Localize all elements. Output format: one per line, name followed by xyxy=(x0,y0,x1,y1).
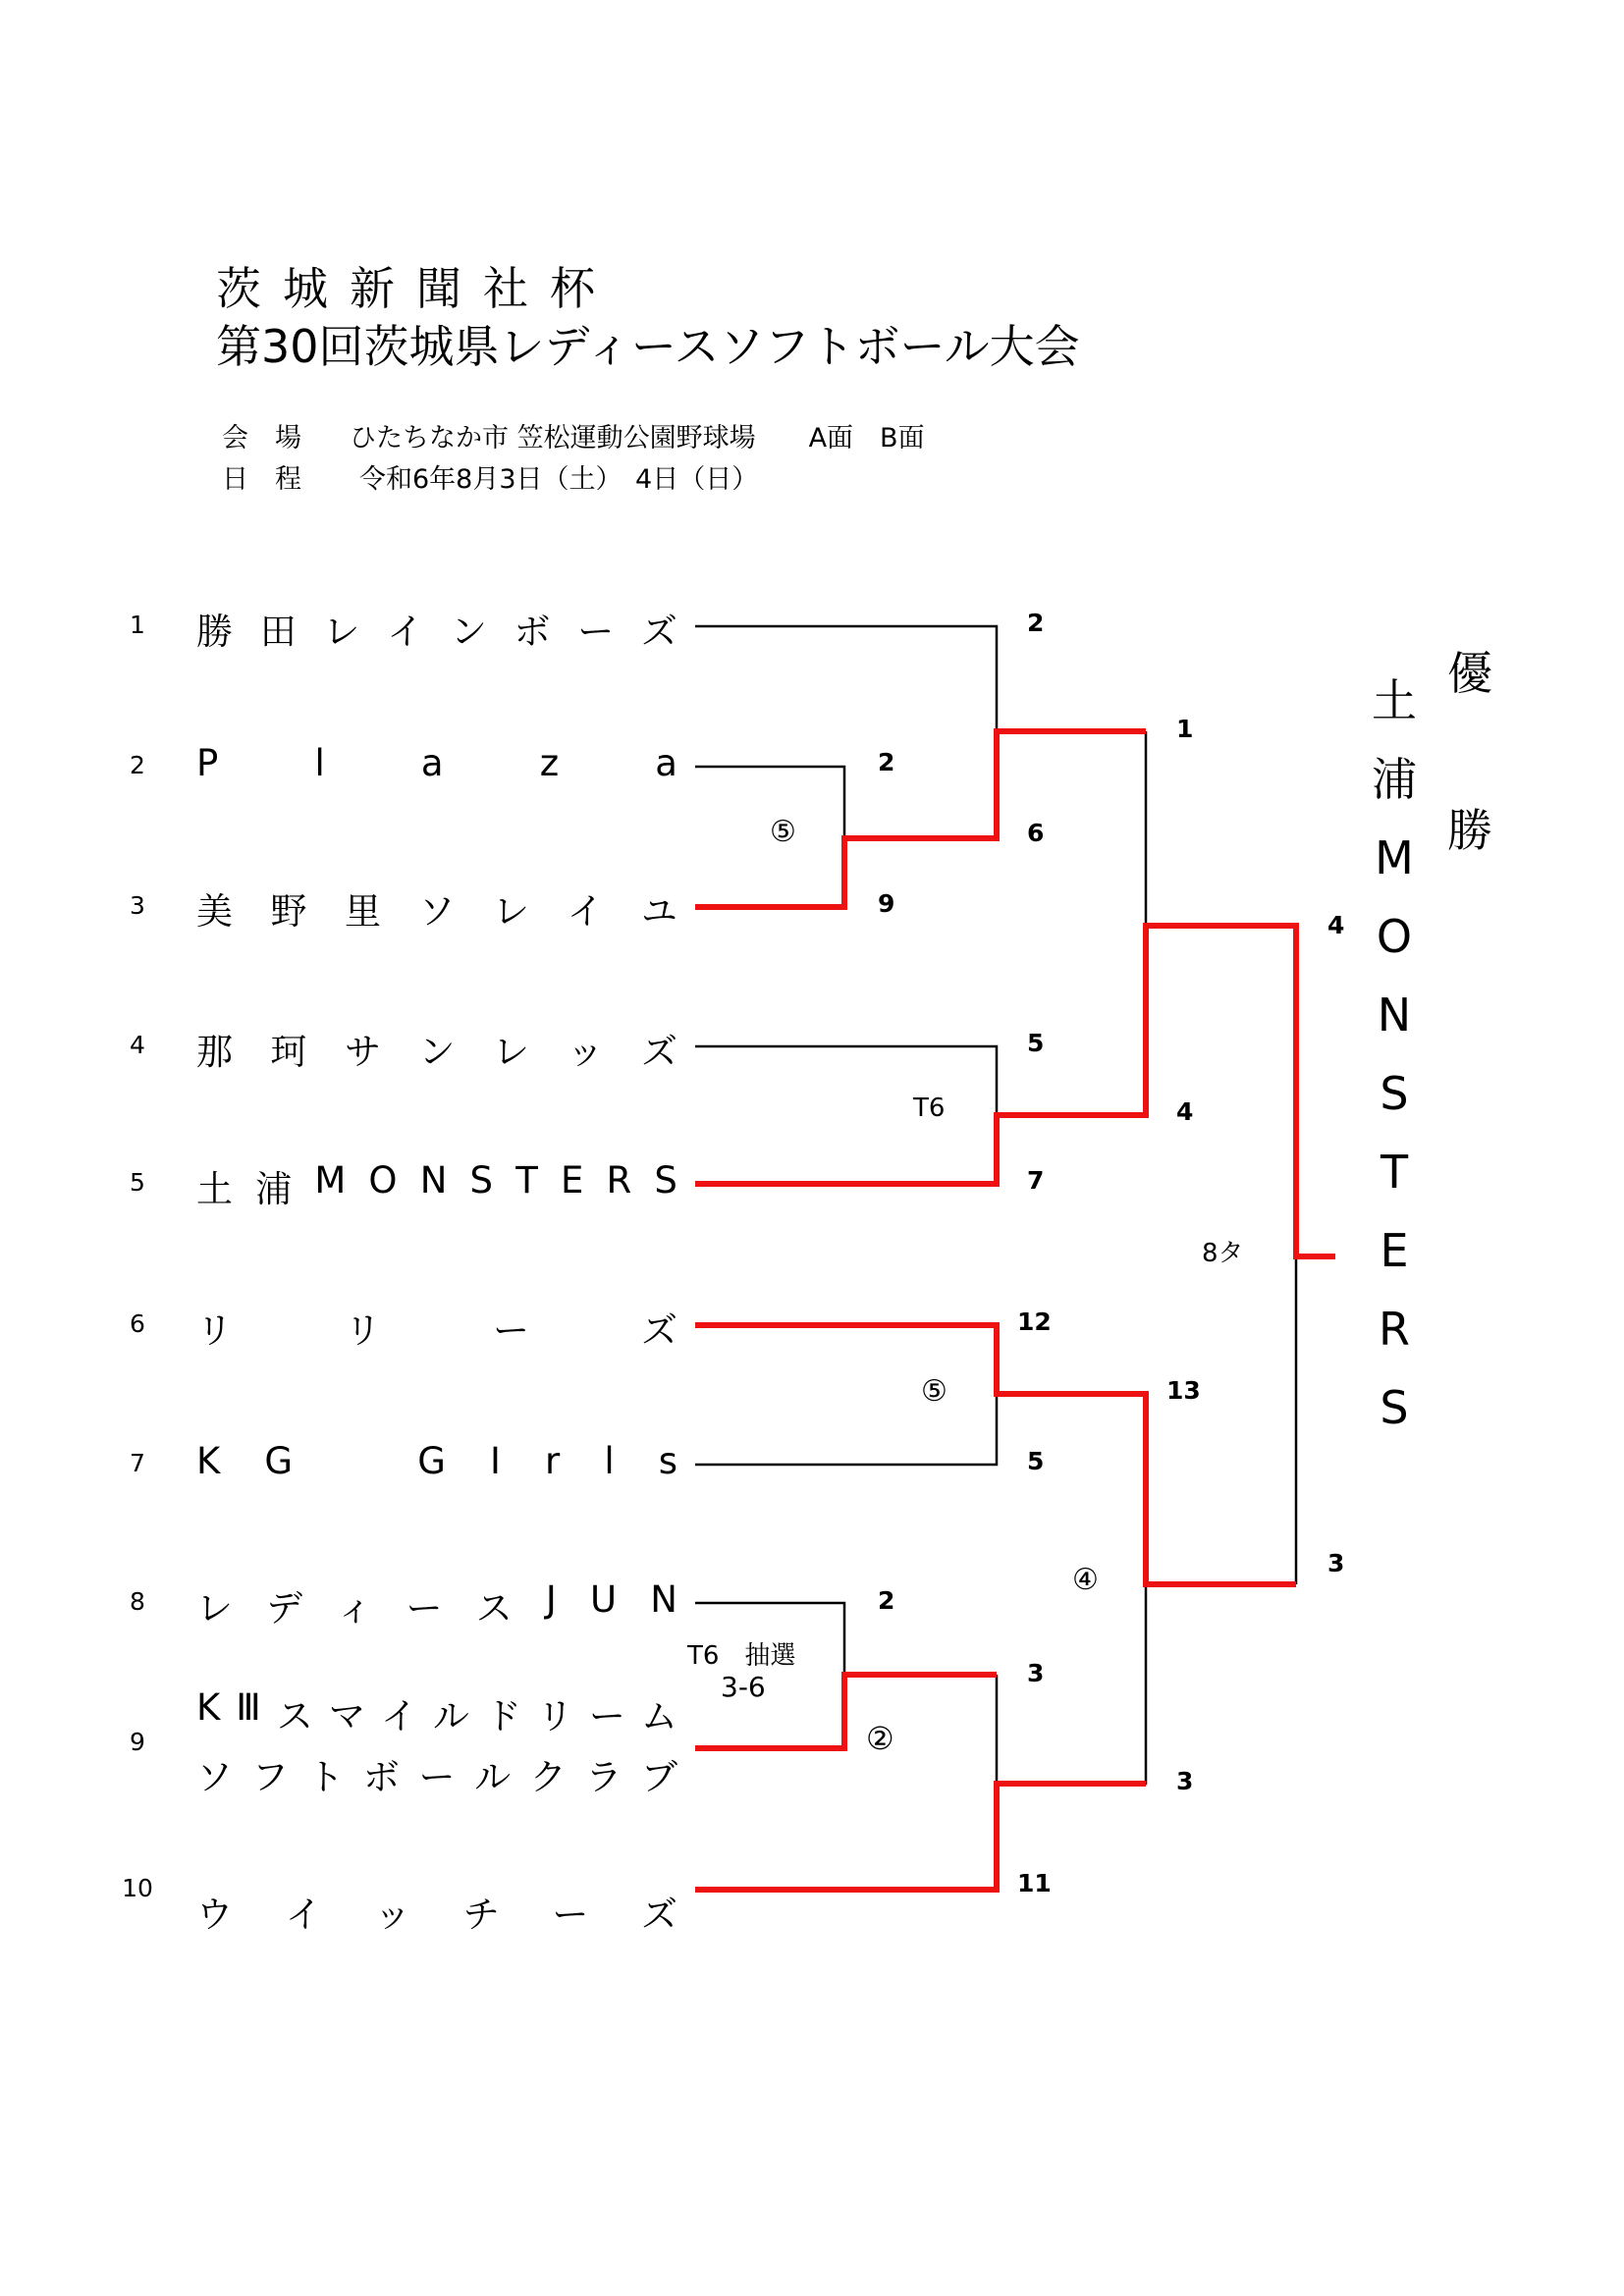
champion-label-bottom: 勝 xyxy=(1447,804,1492,857)
score-r1-team-2: 2 xyxy=(878,748,895,776)
team-name-char xyxy=(337,1440,373,1493)
team-name-char: ム xyxy=(640,1695,677,1737)
venue-label: 会 場 xyxy=(222,423,301,454)
seed-10: 10 xyxy=(122,1874,153,1902)
seed-2: 2 xyxy=(130,751,145,779)
team-name-char: マ xyxy=(328,1695,365,1737)
team-name-char: ー xyxy=(406,1587,443,1629)
seed-1: 1 xyxy=(130,611,145,639)
team-name-char: ソ xyxy=(196,1756,233,1798)
team-name-char: N xyxy=(419,1159,448,1201)
team-name-char: 勝 xyxy=(196,611,233,653)
team-name-char: 土 xyxy=(196,1168,233,1210)
score-final-bottom: 3 xyxy=(1327,1549,1345,1577)
team-name-4 xyxy=(196,1022,677,1075)
score-final-top: 4 xyxy=(1327,911,1345,939)
team-name-char: K xyxy=(196,1686,221,1729)
team-name-char: K xyxy=(196,1440,221,1482)
game-number-67: ⑤ xyxy=(921,1374,947,1409)
team-name-char: 野 xyxy=(270,890,307,933)
team-name-9-line1 xyxy=(196,1686,677,1739)
title-line-1: 茨城新聞社杯 xyxy=(216,262,617,315)
team-name-char: z xyxy=(539,742,560,784)
seed-6: 6 xyxy=(130,1309,145,1338)
team-name-char: ウ xyxy=(196,1894,233,1936)
seed-3: 3 xyxy=(130,891,145,920)
team-name-char: G xyxy=(264,1440,294,1482)
team-name-7 xyxy=(196,1440,677,1493)
score-r2-team-6: 12 xyxy=(1017,1308,1052,1336)
game-note-89: T6 抽選 xyxy=(687,1641,796,1671)
champion-char: 浦 xyxy=(1372,753,1417,806)
team-name-char: ボ xyxy=(362,1756,400,1798)
win-line-team-3 xyxy=(695,731,1146,907)
date-value: 令和6年8月3日（土） 4日（日） xyxy=(359,464,759,495)
team-name-char: ー xyxy=(552,1894,589,1936)
team-name-char: ト xyxy=(307,1756,345,1798)
champion-char: E xyxy=(1380,1224,1409,1277)
champion-label-top: 優 xyxy=(1447,647,1492,700)
team-name-char: s xyxy=(658,1440,677,1482)
team-name-char: イ xyxy=(285,1894,322,1936)
game-number-r1-top: ⑤ xyxy=(770,815,796,849)
team-name-char: P xyxy=(196,742,219,784)
score-r2-team-23: 6 xyxy=(1027,819,1045,847)
team-name-char: ユ xyxy=(641,890,677,933)
venue-value: ひたちなか市 笠松運動公園野球場 A面 B面 xyxy=(350,423,925,454)
champion-char: 土 xyxy=(1372,674,1417,727)
seed-9: 9 xyxy=(130,1728,145,1756)
team-name-char: ズ xyxy=(640,1894,677,1936)
date-label: 日 程 xyxy=(222,464,301,495)
team-name-char: ブ xyxy=(641,1756,677,1798)
game-number-sf-bottom: ④ xyxy=(1072,1563,1099,1597)
score-r2-team-7: 5 xyxy=(1027,1447,1045,1475)
team-name-5 xyxy=(196,1159,677,1212)
team-name-char: T xyxy=(515,1159,538,1201)
score-sf-bottom-b: 3 xyxy=(1176,1767,1194,1795)
team-name-char: ィ xyxy=(336,1587,373,1629)
team-name-char: チ xyxy=(462,1894,500,1936)
game-note-45: T6 xyxy=(913,1094,946,1123)
team-name-char: N xyxy=(650,1578,677,1621)
champion-char: S xyxy=(1380,1067,1409,1120)
line-sf-bottom-b xyxy=(997,1394,1146,1784)
team-name-char: ル xyxy=(432,1695,469,1737)
title-line-2: 第30回茨城県レディースソフトボール大会 xyxy=(216,320,1080,373)
champion-char: N xyxy=(1377,988,1412,1041)
team-name-char: レ xyxy=(196,1587,233,1629)
score-r1-team-8: 2 xyxy=(878,1586,895,1615)
team-name-char: レ xyxy=(323,611,360,653)
score-sf-top-b: 4 xyxy=(1176,1097,1194,1126)
team-name-char: イ xyxy=(387,611,424,653)
team-name-char: J xyxy=(545,1578,557,1621)
team-name-6 xyxy=(196,1301,677,1354)
team-name-char: ス xyxy=(475,1587,513,1629)
team-name-char: ー xyxy=(577,611,615,653)
champion-team-name xyxy=(1365,662,1424,1447)
team-name-char: ド xyxy=(484,1695,521,1737)
score-r2-team-5: 7 xyxy=(1027,1166,1045,1195)
win-line-team-5 xyxy=(695,926,1335,1256)
team-name-char: a xyxy=(655,742,677,784)
team-name-char: 那 xyxy=(196,1031,233,1073)
score-r2-team-4: 5 xyxy=(1027,1029,1045,1057)
team-name-char: ー xyxy=(493,1309,529,1352)
team-name-char: ン xyxy=(418,1031,456,1073)
team-name-char: Ⅲ xyxy=(236,1686,261,1729)
team-name-char: R xyxy=(606,1159,632,1201)
seed-5: 5 xyxy=(130,1168,145,1197)
team-name-char: a xyxy=(420,742,444,784)
team-name-char: l xyxy=(604,1440,615,1482)
team-name-char: M xyxy=(314,1159,347,1201)
team-name-char: ズ xyxy=(641,1031,677,1073)
score-r2-team-1: 2 xyxy=(1027,609,1045,637)
team-name-char: リ xyxy=(345,1309,381,1352)
team-name-char: イ xyxy=(567,890,604,933)
team-name-char: ズ xyxy=(640,611,677,653)
team-name-char: イ xyxy=(380,1695,417,1737)
champion-char: S xyxy=(1380,1381,1409,1434)
team-name-char: 浦 xyxy=(255,1168,293,1210)
line-team-4 xyxy=(695,1046,997,1115)
team-name-char: S xyxy=(654,1159,677,1201)
team-name-char: レ xyxy=(493,890,529,933)
team-name-char: E xyxy=(560,1159,584,1201)
champion-char: M xyxy=(1375,831,1414,884)
score-sf-bottom-a: 13 xyxy=(1166,1376,1201,1405)
score-r2-team-10: 11 xyxy=(1017,1869,1052,1897)
team-name-char: ズ xyxy=(641,1309,677,1352)
seed-7: 7 xyxy=(130,1449,145,1477)
team-name-char: リ xyxy=(196,1309,233,1352)
team-name-char: ボ xyxy=(514,611,551,653)
score-sf-top-a: 1 xyxy=(1176,715,1194,743)
team-name-10 xyxy=(196,1885,677,1938)
champion-char: T xyxy=(1380,1146,1409,1199)
team-name-9-line2 xyxy=(196,1747,677,1800)
team-name-char: フ xyxy=(251,1756,289,1798)
team-name-3 xyxy=(196,881,677,934)
team-name-char: U xyxy=(589,1578,618,1621)
game-number-89: ② xyxy=(866,1720,894,1757)
score-r1-team-3: 9 xyxy=(878,889,895,918)
team-name-char: l xyxy=(314,742,325,784)
team-name-char: サ xyxy=(345,1031,381,1073)
team-name-char: O xyxy=(368,1159,398,1201)
seed-4: 4 xyxy=(130,1031,145,1059)
team-name-char: ー xyxy=(418,1756,456,1798)
score-r2-team-89: 3 xyxy=(1027,1659,1045,1687)
line-team-1 xyxy=(695,626,997,731)
team-name-1 xyxy=(196,602,677,655)
champion-char: R xyxy=(1379,1303,1410,1356)
champion-char: O xyxy=(1376,910,1413,963)
team-name-char: ン xyxy=(450,611,487,653)
team-name-char: レ xyxy=(493,1031,529,1073)
team-name-char: 里 xyxy=(345,890,381,933)
team-name-char: ッ xyxy=(567,1031,604,1073)
team-name-char: 田 xyxy=(259,611,297,653)
team-name-char: S xyxy=(469,1159,494,1201)
team-name-2 xyxy=(196,742,677,784)
team-name-char: 珂 xyxy=(270,1031,307,1073)
team-name-char: ソ xyxy=(418,890,456,933)
team-name-char: ー xyxy=(588,1695,625,1737)
team-name-char: ラ xyxy=(585,1756,623,1798)
team-name-char: ル xyxy=(474,1756,512,1798)
team-name-8 xyxy=(196,1578,677,1631)
line-team-7 xyxy=(695,1394,997,1465)
team-name-char: 美 xyxy=(196,890,233,933)
team-name-char: ク xyxy=(529,1756,567,1798)
game-note-final: 8タ xyxy=(1202,1239,1244,1268)
win-line-team-10 xyxy=(695,1784,1146,1890)
team-name-char: ッ xyxy=(374,1894,411,1936)
team-name-char: ス xyxy=(276,1695,313,1737)
team-name-char: リ xyxy=(536,1695,573,1737)
game-tie-89: 3-6 xyxy=(721,1671,766,1703)
seed-8: 8 xyxy=(130,1587,145,1616)
team-name-char: G xyxy=(417,1440,446,1482)
team-name-char: I xyxy=(489,1440,501,1482)
team-name-char: デ xyxy=(266,1587,303,1629)
team-name-char: r xyxy=(545,1440,561,1482)
